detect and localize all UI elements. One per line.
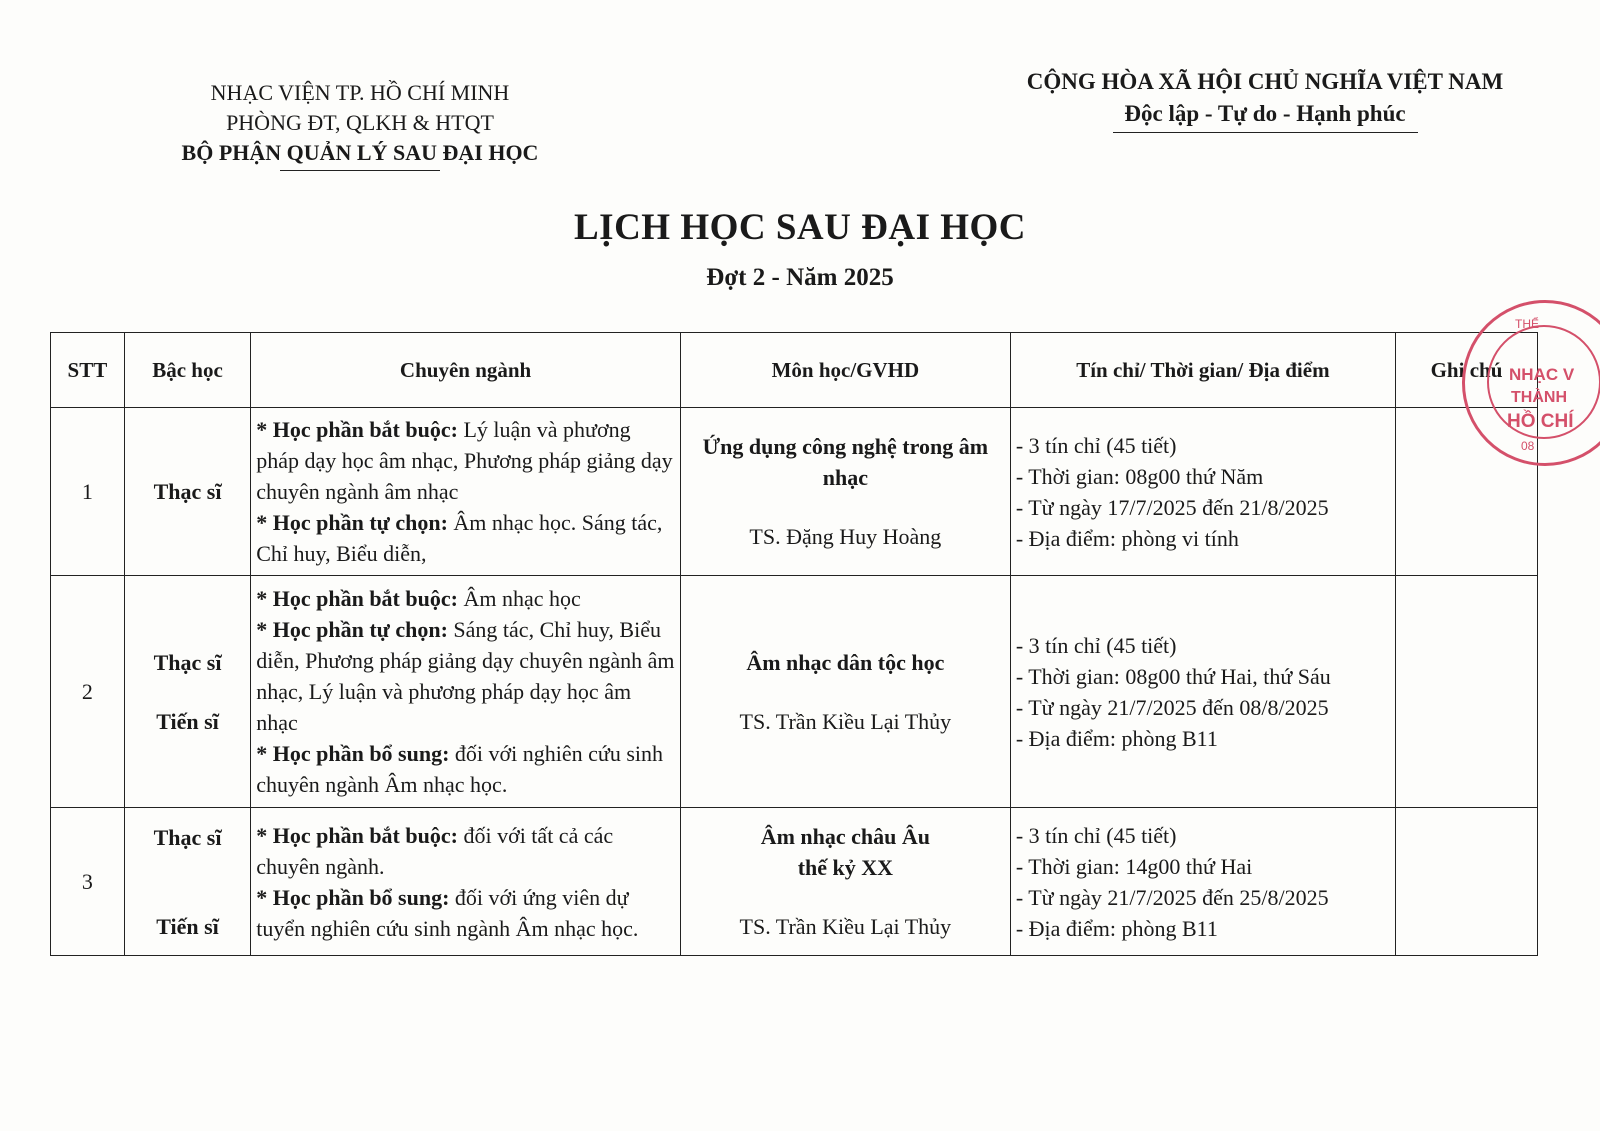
seal-text-1: NHẠC V xyxy=(1509,365,1575,384)
credit-line: - Thời gian: 08g00 thứ Năm xyxy=(1015,463,1264,489)
level-label: Tiến sĩ xyxy=(156,708,219,734)
major-item-text: đối với tất cả các chuyên ngành. xyxy=(256,822,614,879)
major-item-label: * Học phần bắt buộc: xyxy=(256,586,458,611)
major-item-label: * Học phần bổ sung: xyxy=(256,884,450,910)
major-item xyxy=(256,507,675,569)
cell-level xyxy=(124,808,250,956)
level-label: Tiến sĩ xyxy=(156,913,219,939)
cell-credits xyxy=(1010,408,1395,576)
header-course: Môn học/GVHD xyxy=(680,333,1010,408)
motto-line-2: Độc lập - Tự do - Hạnh phúc xyxy=(1124,101,1406,126)
cell-credits xyxy=(1010,576,1395,808)
major-item xyxy=(256,820,675,882)
credit-line: - Địa điểm: phòng B11 xyxy=(1015,725,1218,751)
credit-line: - Thời gian: 08g00 thứ Hai, thứ Sáu xyxy=(1015,663,1331,689)
major-item-label: * Học phần bắt buộc: xyxy=(256,822,458,848)
seal-text-bottom: 08 xyxy=(1521,439,1535,453)
credit-line: - 3 tín chỉ (45 tiết) xyxy=(1015,822,1177,848)
course-name: Ứng dụng công nghệ trong âm nhạc xyxy=(702,434,989,490)
document-subtitle: Đợt 2 - Năm 2025 xyxy=(706,264,894,291)
major-item xyxy=(256,738,675,800)
course-teacher: TS. Trần Kiều Lại Thủy xyxy=(739,914,952,939)
seal-text-3: HỒ CHÍ xyxy=(1507,411,1574,432)
table-row xyxy=(51,576,1538,808)
document-title: LỊCH HỌC SAU ĐẠI HỌC xyxy=(574,207,1026,248)
cell-note xyxy=(1395,576,1537,808)
credit-line: - Từ ngày 21/7/2025 đến 08/8/2025 xyxy=(1015,694,1329,720)
major-item-label: * Học phần tự chọn: xyxy=(256,617,448,642)
cell-stt: 2 xyxy=(51,576,125,808)
header-credits: Tín chỉ/ Thời gian/ Địa điểm xyxy=(1010,333,1395,408)
major-item-text: Âm nhạc học xyxy=(457,586,581,611)
major-item-text: Sáng tác, Chỉ huy, Biểu diễn, Phương pháp giảng dạy chuyên ngành âm nhạc, Lý luận và phương pháp dạy học âm nhạc xyxy=(256,617,675,735)
credit-line: - 3 tín chỉ (45 tiết) xyxy=(1015,632,1177,658)
credit-line: - Từ ngày 17/7/2025 đến 21/8/2025 xyxy=(1015,494,1329,520)
cell-level xyxy=(124,408,250,576)
level-label: Thạc sĩ xyxy=(153,649,222,675)
header-stt: STT xyxy=(51,333,125,408)
table-header-row xyxy=(51,333,1538,408)
header-major: Chuyên ngành xyxy=(251,333,681,408)
table-row xyxy=(51,408,1538,576)
header-level: Bậc học xyxy=(124,333,250,408)
major-item xyxy=(256,614,675,738)
course-name: Âm nhạc dân tộc học xyxy=(746,649,945,675)
major-item xyxy=(256,414,675,507)
cell-course xyxy=(680,576,1010,808)
credit-line: - Thời gian: 14g00 thứ Hai xyxy=(1015,853,1253,879)
motto-line-1: CỘNG HÒA XÃ HỘI CHỦ NGHĨA VIỆT NAM xyxy=(1026,69,1504,94)
cell-level xyxy=(124,576,250,808)
level-label: Thạc sĩ xyxy=(153,479,222,504)
credit-line: - Từ ngày 21/7/2025 đến 25/8/2025 xyxy=(1015,884,1329,910)
major-item-text: Lý luận và phương pháp dạy học âm nhạc, Phương pháp giảng dạy chuyên ngành âm nhạc xyxy=(256,417,673,504)
cell-course xyxy=(680,808,1010,956)
cell-stt: 1 xyxy=(51,408,125,576)
header-note: Ghi chú xyxy=(1395,333,1537,408)
major-item-text: Âm nhạc học. Sáng tác, Chỉ huy, Biểu diễn, xyxy=(256,510,663,566)
org-line-1: NHẠC VIỆN TP. HỒ CHÍ MINH xyxy=(210,80,510,105)
credit-line: - Địa điểm: phòng B11 xyxy=(1015,915,1218,941)
seal-text-top: THỂ xyxy=(1515,317,1539,331)
cell-note xyxy=(1395,808,1537,956)
cell-credits xyxy=(1010,808,1395,956)
org-line-2: PHÒNG ĐT, QLKH & HTQT xyxy=(226,110,494,135)
credit-line: - 3 tín chỉ (45 tiết) xyxy=(1015,432,1177,458)
major-item-label: * Học phần bắt buộc: xyxy=(256,417,458,442)
cell-course xyxy=(680,408,1010,576)
cell-stt: 3 xyxy=(51,808,125,956)
schedule-table xyxy=(50,332,1538,956)
national-motto xyxy=(1005,66,1525,133)
motto-underline xyxy=(1113,132,1418,133)
major-item-label: * Học phần tự chọn: xyxy=(256,510,448,535)
major-item xyxy=(256,882,675,944)
seal-text-2: THÀNH xyxy=(1511,389,1567,406)
major-item-text: đối với nghiên cứu sinh chuyên ngành Âm nhạc học. xyxy=(256,741,664,797)
course-name: Âm nhạc châu Âu thế kỷ XX xyxy=(760,824,931,880)
org-line-3: BỘ PHẬN QUẢN LÝ SAU ĐẠI HỌC xyxy=(181,140,539,165)
course-teacher: TS. Đặng Huy Hoàng xyxy=(749,524,942,549)
cell-major xyxy=(251,408,681,576)
cell-major xyxy=(251,576,681,808)
level-label: Thạc sĩ xyxy=(153,824,222,850)
major-item-text: đối với ứng viên dự tuyển nghiên cứu sinh ngành Âm nhạc học. xyxy=(256,884,639,941)
org-underline xyxy=(280,170,440,171)
credit-line: - Địa điểm: phòng vi tính xyxy=(1015,525,1239,551)
major-item-label: * Học phần bổ sung: xyxy=(256,741,450,766)
table-row xyxy=(51,808,1538,956)
cell-major xyxy=(251,808,681,956)
issuing-organization xyxy=(150,78,570,171)
major-item xyxy=(256,583,675,614)
course-teacher: TS. Trần Kiều Lại Thủy xyxy=(739,708,952,734)
